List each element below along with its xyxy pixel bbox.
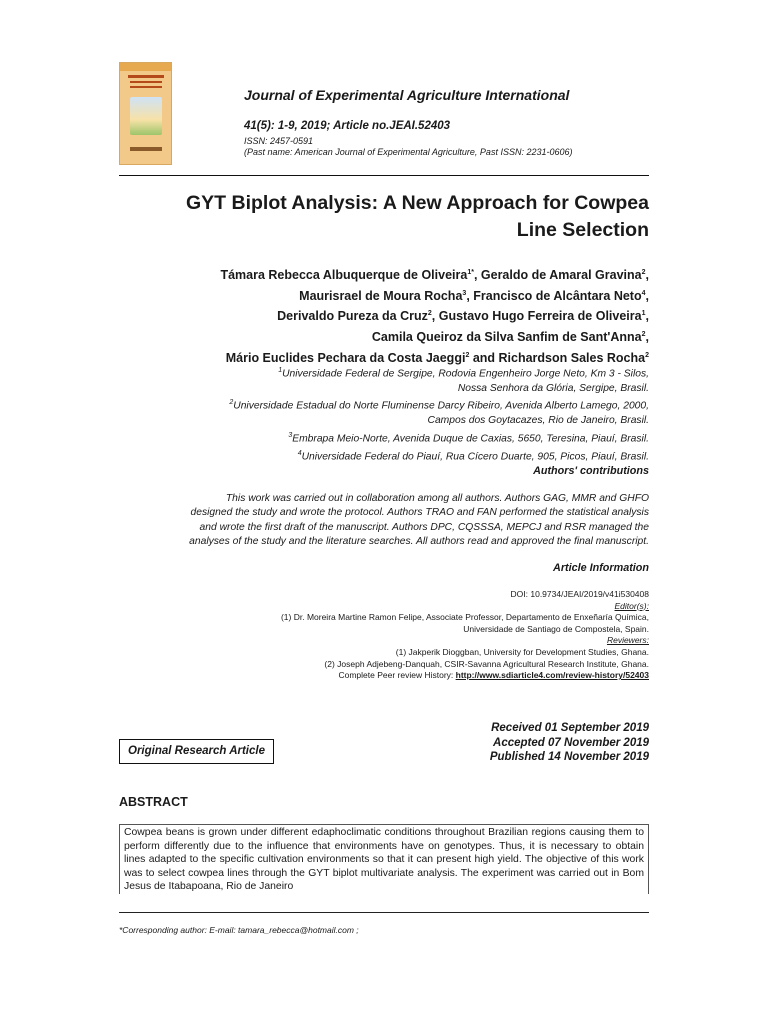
author-affiliation-mark: 1: [641, 310, 646, 318]
affiliation-text: Universidade Federal de Sergipe, Rodovia Engenheiro Jorge Neto, Km 3 - Silos,: [282, 368, 649, 380]
author-separator: ,: [431, 309, 439, 324]
author-name: Camila Queiroz da Silva Sanfim de Sant'Anna: [371, 330, 642, 345]
affiliation-continuation: Nossa Senhora da Glória, Sergipe, Brasil.: [457, 382, 649, 394]
doi: DOI: 10.9734/JEAI/2019/v41i530408: [510, 589, 649, 599]
affiliation-mark: 3: [288, 431, 293, 439]
affiliation-text: Universidade Federal do Piauí, Rua Cícero Duarte, 905, Picos, Piauí, Brasil.: [301, 451, 649, 463]
affiliation-mark: 2: [229, 399, 234, 407]
accepted-date: Accepted 07 November 2019: [493, 736, 649, 749]
author-name: Francisco de Alcântara Neto: [473, 288, 642, 303]
contributions-line: analyses of the study and the literature searches. All authors read and approved the final manuscript.: [189, 536, 649, 548]
review-history: [129, 670, 649, 682]
abstract-text: Cowpea beans is grown under different edaphoclimatic conditions throughout Brazilian regions causing them to perform differently due to the influence that environments have on genotypes. Thus, it is necessary to obtain lines adapted to the specific cultivation environments so that it can present high yield. The objective of this work was to select cowpea lines through the GYT biplot multivariate analysis. The experiment was carried out in Bom Jesus de Itabapoana, Rio de Janeiro: [119, 824, 649, 894]
author-name: Maurisrael de Moura Rocha: [299, 288, 463, 303]
corresponding-author-footnote: *Corresponding author: E-mail: tamara_rebecca@hotmail.com ;: [119, 925, 359, 935]
author-affiliation-mark: 4: [641, 289, 646, 297]
author-affiliation-mark: 2: [645, 351, 649, 359]
author-affiliation-mark: 2: [641, 269, 646, 276]
author-line: [89, 326, 649, 347]
reviewer-entry: (1) Jakperik Dioggban, University for Development Studies, Ghana.: [395, 646, 649, 657]
review-history-link[interactable]: http://www.sdiarticle4.com/review-history/52403: [455, 670, 649, 681]
editors-label: Editor(s):: [614, 600, 649, 611]
journal-cover-thumbnail: [119, 62, 172, 165]
author-affiliation-mark: 1*: [467, 269, 474, 276]
review-history-label: Complete Peer review History:: [338, 670, 456, 681]
article-information-heading: Article Information: [553, 562, 649, 574]
affiliation-text: Universidade Estadual do Norte Fluminense Darcy Ribeiro, Avenida Alberto Lamego, 2000,: [233, 400, 649, 412]
author-affiliation-mark: 3: [462, 289, 467, 297]
author-name: Derivaldo Pureza da Cruz: [277, 309, 428, 324]
reviewers-label: Reviewers:: [606, 635, 649, 646]
affiliations: [109, 364, 649, 465]
journal-volume: 41(5): 1-9, 2019; Article no.JEAI.52403: [244, 120, 451, 132]
affiliation: [109, 396, 649, 414]
author-separator: ,: [466, 288, 474, 303]
article-title: [129, 190, 649, 244]
contributions-text: [109, 492, 649, 550]
editor-entry: (1) Dr. Moreira Martine Ramon Felipe, Associate Professor, Departamento de Enxeñaría Química,: [280, 612, 649, 623]
received-date: Received 01 September 2019: [491, 722, 649, 734]
affiliation: [109, 364, 649, 382]
author-affiliation-mark: 2: [427, 310, 432, 318]
article-title-line-2: Line Selection: [516, 219, 649, 241]
author-separator: ,: [473, 268, 481, 283]
contributions-line: This work was carried out in collaboration among all authors. Authors GAG, MMR and GHFO: [225, 493, 649, 504]
author-affiliation-mark: 2: [641, 330, 646, 338]
author-name: Gustavo Hugo Ferreira de Oliveira: [438, 309, 642, 324]
author-separator: ,: [645, 288, 649, 303]
publication-dates: [349, 721, 649, 765]
article-title-line-1: GYT Biplot Analysis: A New Approach for Cowpea: [186, 192, 649, 214]
author-separator: ,: [645, 268, 649, 283]
affiliation-text: Embrapa Meio-Norte, Avenida Duque de Caxias, 5650, Teresina, Piauí, Brasil.: [292, 433, 649, 445]
reviewer-entry: (2) Joseph Adjebeng-Danquah, CSIR-Savanna Agricultural Research Institute, Ghana.: [324, 658, 649, 669]
affiliation: [109, 429, 649, 447]
author-line: [89, 264, 649, 285]
author-name: Richardson Sales Rocha: [498, 350, 646, 365]
author-name: Geraldo de Amaral Gravina: [480, 268, 642, 283]
author-line: [89, 285, 649, 306]
author-separator: ,: [645, 309, 649, 324]
author-name: Mário Euclides Pechara da Costa Jaeggi: [225, 350, 466, 365]
journal-past-name: (Past name: American Journal of Experimental Agriculture, Past ISSN: 2231-0606): [244, 147, 573, 157]
contributions-line: designed the study and wrote the protocol. Authors TRAO and FAN performed the statistical analysis: [190, 507, 649, 519]
journal-title: Journal of Experimental Agriculture International: [244, 87, 570, 103]
published-date: Published 14 November 2019: [489, 751, 649, 763]
author-list: [89, 264, 649, 367]
abstract-heading: ABSTRACT: [119, 795, 188, 809]
affiliation-continuation: Campos dos Goytacazes, Rio de Janeiro, Brasil.: [427, 415, 649, 427]
author-name: Támara Rebecca Albuquerque de Oliveira: [220, 268, 468, 283]
affiliation-mark: 4: [297, 449, 302, 457]
contributions-line: and wrote the first draft of the manuscript. Authors DPC, CQSSSA, MEPCJ and RSR managed the: [199, 521, 649, 533]
author-separator: ,: [645, 330, 649, 345]
article-type-box: Original Research Article: [119, 739, 274, 764]
contributions-heading: Authors' contributions: [533, 465, 649, 477]
header-rule: [119, 175, 649, 176]
article-information: [129, 589, 649, 682]
journal-issn: ISSN: 2457-0591: [244, 136, 314, 146]
author-separator: and: [469, 350, 499, 365]
editor-entry-continuation: Universidade de Santiago de Compostela, Spain.: [463, 623, 649, 634]
affiliation: [109, 447, 649, 465]
footnote-rule: [119, 912, 649, 913]
author-affiliation-mark: 2: [465, 351, 470, 359]
author-line: [89, 305, 649, 326]
affiliation-mark: 1: [278, 367, 283, 374]
